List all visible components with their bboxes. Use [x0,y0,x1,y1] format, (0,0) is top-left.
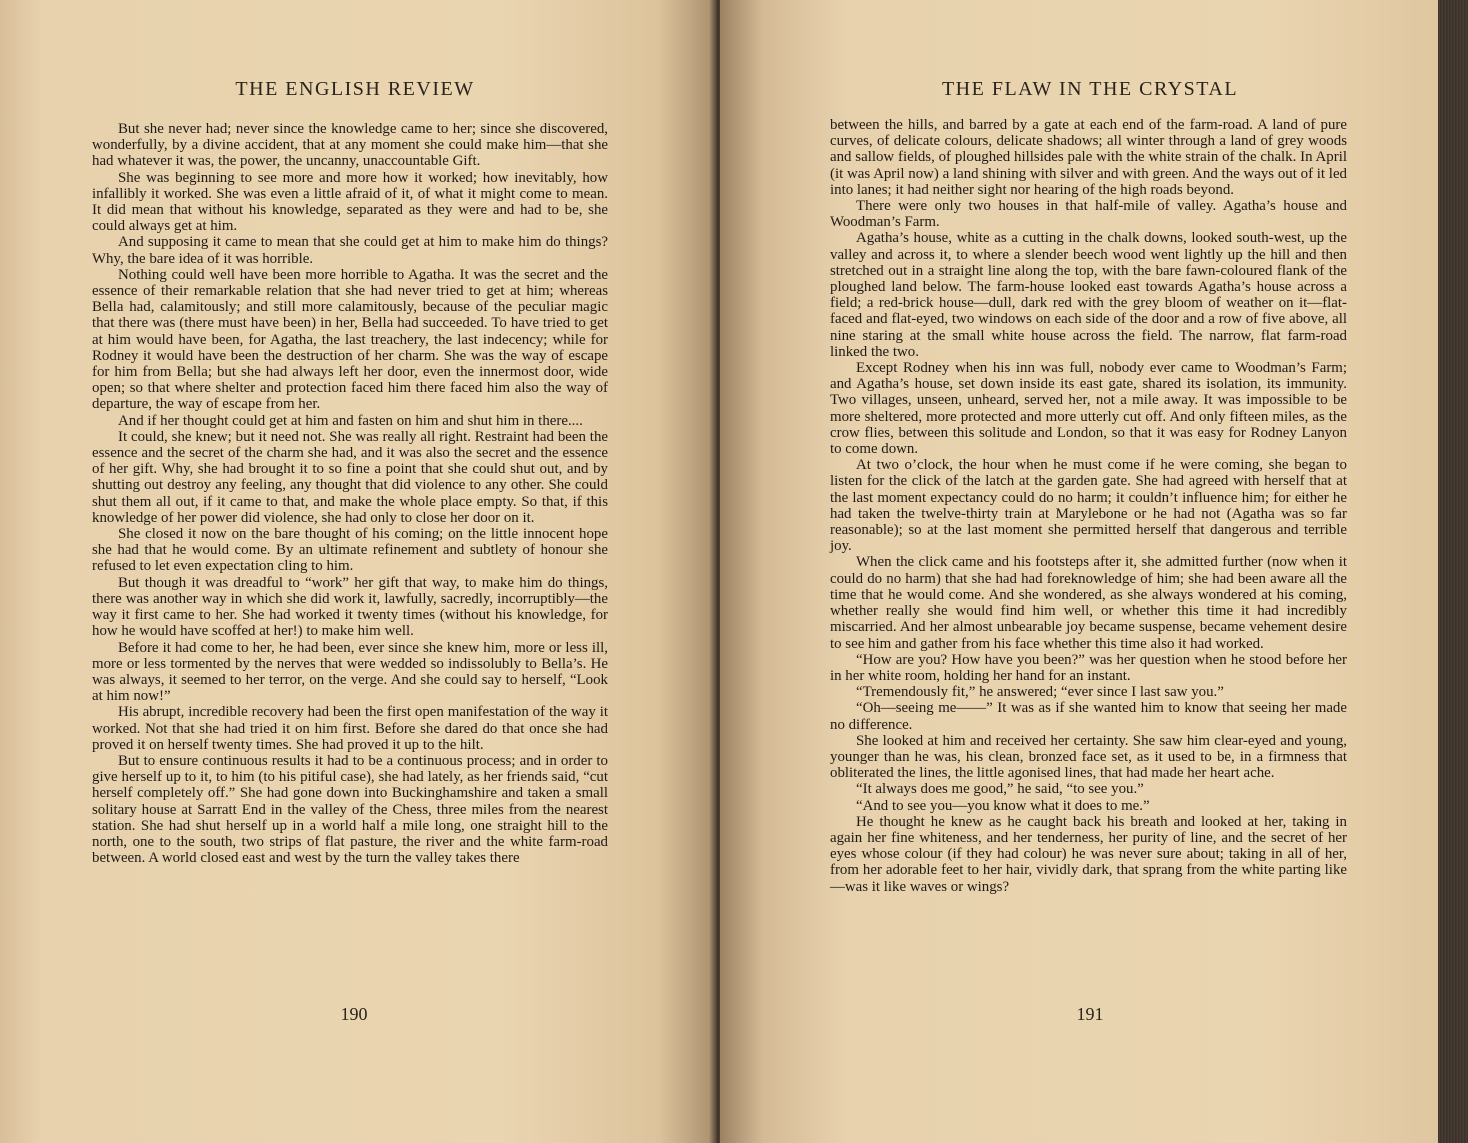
paragraph: She closed it now on the bare thought of his coming; on the little innocent hope she had that he would come. By an ultimate refinement and subtlety of honour she refused to let even expectation cling to him. [92,526,608,575]
paragraph: “It always does me good,” he said, “to see you.” [856,781,1144,798]
page-edges [1438,0,1468,1143]
paragraph: But she never had; never since the knowledge came to her; since she discovered, wonderfully, by a divine accident, that at any moment she could make him—that she had whatever it was, the power, the uncanny, unaccountable Gift. [92,121,608,170]
running-head-right: THE FLAW IN THE CRYSTAL [941,78,1239,100]
page-number-left: 190 [340,1004,368,1024]
paragraph: His abrupt, incredible recovery had been the first open manifestation of the way it worked. Not that she had tried it on him first. Before she dared do that once she had proved it on herself twenty times. She had proved it up to the hilt. [92,704,608,753]
right-page-body [830,117,1347,895]
paragraph: She looked at him and received her certainty. She saw him clear-eyed and young, younger than he was, his clean, bronzed face set, as it used to be, in a firmness that obliterated the lines, the little agonised lines, that had made her heart ache. [830,732,1347,782]
paragraph: But to ensure continuous results it had to be a continuous process; and in order to give herself up to it, to him (to his pitiful case), she had lately, as her friends said, “cut herself completely off.” She had gone down into Buckinghamshire and taken a small solitary house at Sarratt End in the valley of the Chess, three miles from the nearest station. She had shut herself up in a world half a mile long, one straight hill to the north, one to the south, two strips of flat pasture, the river and the white farm-road between. A world closed east and west by the turn the valley takes there [92,752,608,867]
left-page-body [92,121,608,866]
paragraph: When the click came and his footsteps after it, she admitted further (now when it could do no harm) that she had had foreknowledge of him; she had been aware all the time that he would come. And she wondered, as she always wondered at his coming, whether really she would find him well, or whether this time it had incredibly miscarried. And her almost unbearable joy became suspense, became vehement desire to see him and gather from his face whether this time also it had worked. [830,554,1347,652]
running-head-left: THE ENGLISH REVIEW [235,78,475,100]
paragraph: He thought he knew as he caught back his breath and looked at her, taking in again her fine whiteness, and her tenderness, her purity of line, and the secret of her eyes whose colour (if they had colour) he was never sure about; taking in all of her, from her adorable feet to her hair, vividly dark, that sprang from the white parting like—was it like waves or wings? [830,813,1347,895]
paragraph: Before it had come to her, he had been, ever since she knew him, more or less ill, more or less tormented by the nerves that were wedded so indissolubly to Bella’s. He was always, it seemed to her terror, on the verge. And she could say to herself, “Look at him now!” [92,639,608,705]
paragraph: It could, she knew; but it need not. She was really all right. Restraint had been the essence and the secret of the charm she had, and it was also the secret and the essence of her gift. Why, she had brought it to so fine a point that she could shut out, and by shutting out destroy any feeling, any thought that did violence to any other. She could shut them all out, if it came to that, and make the whole place empty. So that, if this knowledge of her power did violence, she had only to close her door on it. [92,428,608,526]
paragraph: And supposing it came to mean that she could get at him to make him do things? Why, the bare idea of it was horrible. [92,234,608,267]
paragraph: “And to see you—you know what it does to me.” [856,797,1150,814]
paragraph: “How are you? How have you been?” was her question when he stood before her in her white room, holding her hand for an instant. [830,651,1347,684]
paragraph: At two o’clock, the hour when he must come if he were coming, she began to listen for the click of the latch at the garden gate. She had agreed with herself that at the last moment expectancy could do no harm; it couldn’t influence him; for either he had taken the twelve-thirty train at Marylebone or he had not (Agatha was so far reasonable); so at the last moment she permitted herself that dangerous and terrible joy. [830,457,1347,555]
left-page [0,0,716,1143]
page-number-right: 191 [1076,1004,1104,1024]
paragraph: Nothing could well have been more horrible to Agatha. It was the secret and the essence of their remarkable relation that she had never tried to get at him; whereas Bella had, calamitously; and still more calamitously, because of the peculiar magic that there was (there must have been) in her, Bella had succeeded. To have tried to get at him would have been, for Agatha, the last treachery, the last indecency; while for Rodney it would have been the destruction of her charm. She was the way of escape for him from Bella; but she had always left her door, even the innermost door, wide open; so that where shelter and protection faced him there faced him also the way of departure, the way of escape from her. [92,266,608,413]
paragraph: And if her thought could get at him and fasten on him and shut him in there.... [118,412,583,429]
right-page [720,0,1438,1143]
paragraph: But though it was dreadful to “work” her gift that way, to make him do things, there was another way in which she did work it, lawfully, sacredly, incorruptibly—the way it first came to her. She had worked it twenty times (without his knowledge, for how he would have scoffed at her!) to make him well. [92,574,608,640]
paragraph: between the hills, and barred by a gate at each end of the farm-road. A land of pure curves, of delicate colours, delicate shadows; all winter through a land of grey woods and sallow fields, of ploughed hillsides pale with the white strain of the chalk. In April (it was April now) a land shining with silver and with green. And the ways out of it led into lanes; it had neither sight nor hearing of the high roads beyond. [830,117,1347,198]
paragraph: She was beginning to see more and more how it worked; how inevitably, how infallibly it worked. She was even a little afraid of it, of what it might come to mean. It did mean that without his knowledge, separated as they were and had to be, she could always get at him. [92,169,608,235]
paragraph: “Tremendously fit,” he answered; “ever since I last saw you.” [856,684,1224,701]
paragraph: “Oh—seeing me——” It was as if she wanted him to know that seeing her made no difference. [830,700,1347,733]
paragraph: There were only two houses in that half-mile of valley. Agatha’s house and Woodman’s Farm. [830,198,1347,231]
paragraph: Except Rodney when his inn was full, nobody ever came to Woodman’s Farm; and Agatha’s house, set down inside its east gate, shared its isolation, its immunity. Two villages, unseen, unheard, served her, not a mile away. It was impossible to be more sheltered, more protected and more utterly cut off. And only fifteen miles, as the crow flies, between this solitude and London, so that it was easy for Rodney Lanyon to come down. [830,360,1347,458]
paragraph: Agatha’s house, white as a cutting in the chalk downs, looked south-west, up the valley and across it, to where a slender beech wood went lightly up the hill and then stretched out in a straight line along the top, with the bare fawn-coloured flank of the ploughed land below. The farm-house looked east towards Agatha’s house across a field; a red-brick house—dull, dark red with the grey bloom of weather on it—flat-faced and flat-eyed, two windows on each side of the door and a row of five above, all nine staring at the small white house across the field. The narrow, flat farm-road linked the two. [830,230,1347,360]
